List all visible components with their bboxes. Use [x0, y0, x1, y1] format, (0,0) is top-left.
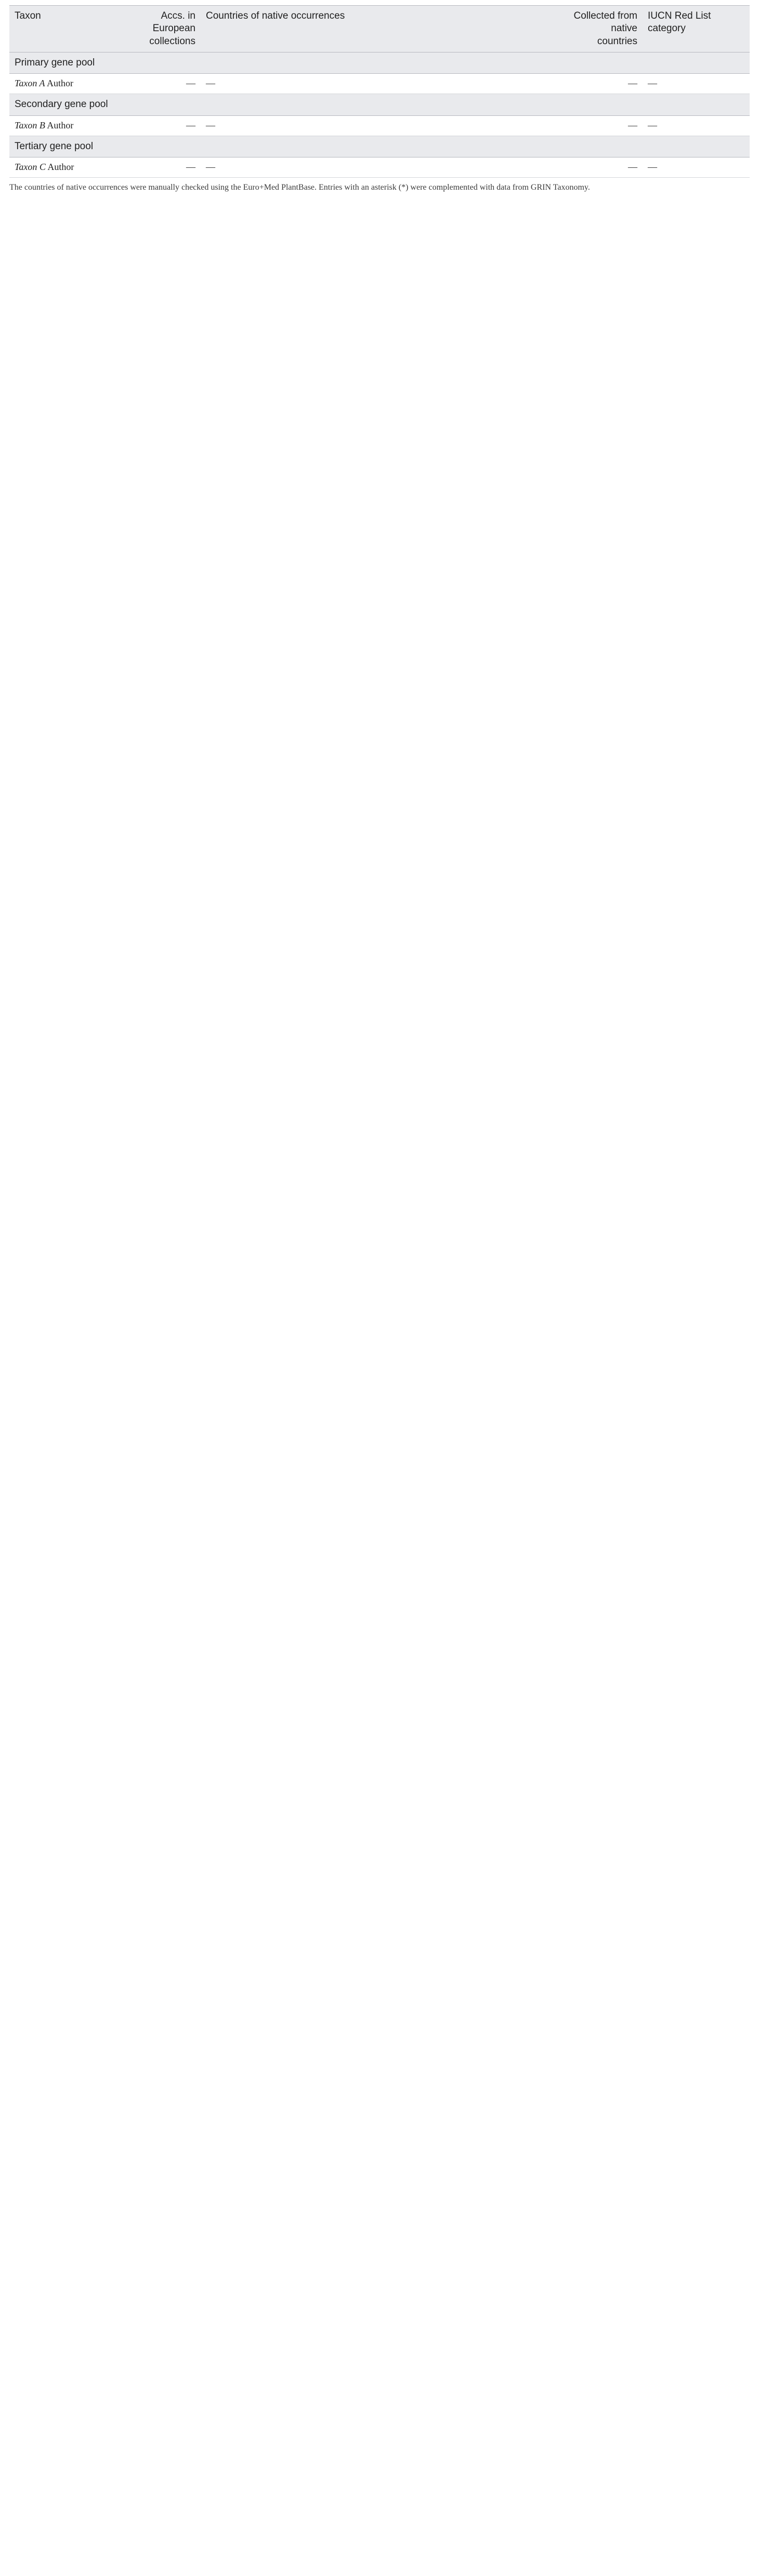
section-row [9, 94, 750, 115]
iucn-cell: — [643, 74, 750, 94]
taxon-name: Taxon C [15, 161, 46, 172]
section-row [9, 52, 750, 73]
collected-cell: — [565, 74, 643, 94]
countries-cell: — [201, 115, 565, 136]
taxon-author: Author [47, 161, 74, 172]
taxon-name: Taxon A [15, 78, 45, 89]
taxon-name: Taxon B [15, 120, 45, 130]
table-row [9, 74, 750, 94]
taxon-cell [9, 115, 128, 136]
collected-cell: — [565, 115, 643, 136]
taxon-cell [9, 74, 128, 94]
cwr-table [9, 5, 750, 178]
table-row [9, 115, 750, 136]
countries-cell: — [201, 157, 565, 177]
section-title: Tertiary gene pool [9, 136, 750, 157]
table-footnote: The countries of native occurrences were manually checked using the Euro+Med PlantBase. Entries with an asterisk (*) were complemented with data from GRIN Taxonomy. [9, 182, 590, 192]
accessions-cell: — [128, 115, 201, 136]
table-header-row [9, 6, 750, 52]
section-title: Primary gene pool [9, 52, 750, 73]
iucn-cell: — [643, 157, 750, 177]
collected-cell: — [565, 157, 643, 177]
table-row [9, 157, 750, 177]
table-body [9, 52, 750, 177]
header-iucn: IUCN Red List category [643, 6, 750, 52]
taxon-author: Author [47, 78, 74, 89]
header-accessions: Accs. in European collections [128, 6, 201, 52]
taxon-author: Author [47, 120, 74, 130]
section-title: Secondary gene pool [9, 94, 750, 115]
countries-cell: — [201, 74, 565, 94]
accessions-cell: — [128, 157, 201, 177]
header-taxon: Taxon [9, 6, 128, 52]
header-countries: Countries of native occurrences [201, 6, 565, 52]
taxon-cell [9, 157, 128, 177]
header-collected: Collected from native countries [565, 6, 643, 52]
section-row [9, 136, 750, 157]
accessions-cell: — [128, 74, 201, 94]
iucn-cell: — [643, 115, 750, 136]
